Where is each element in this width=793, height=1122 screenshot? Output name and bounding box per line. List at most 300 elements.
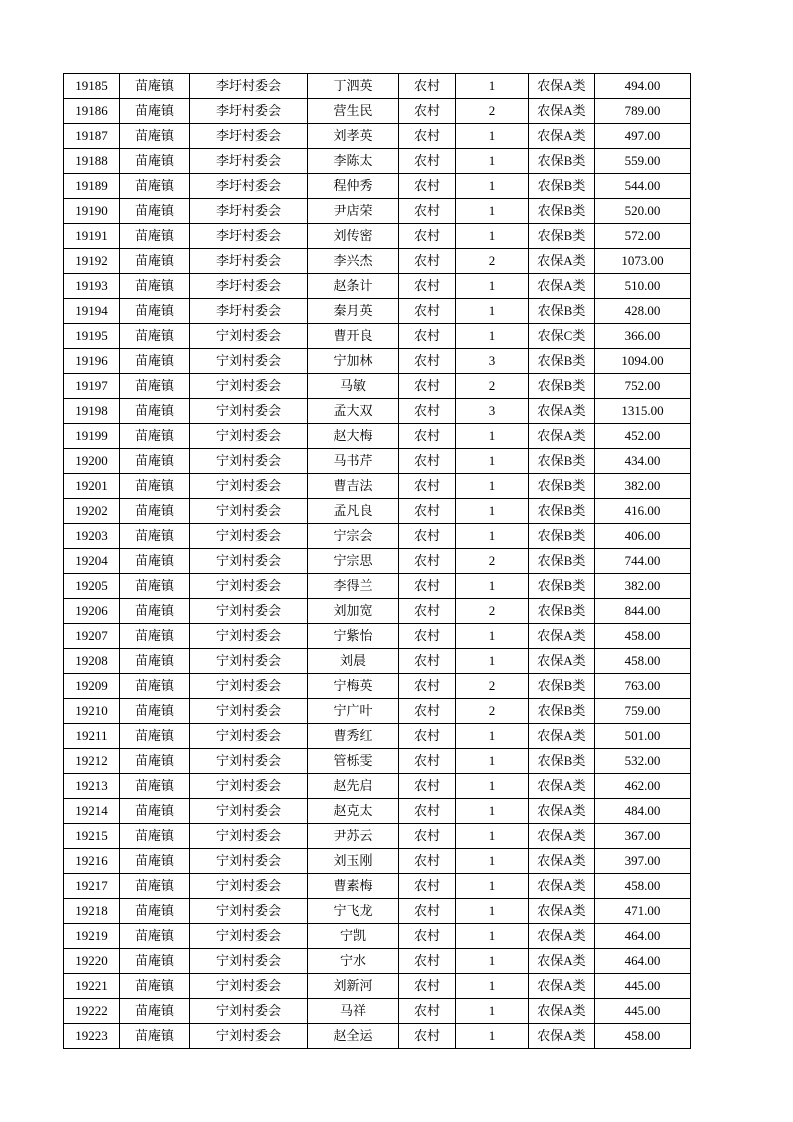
table-cell-town: 苗庵镇	[120, 474, 190, 499]
table-cell-village_committee: 宁刘村委会	[190, 999, 308, 1024]
table-cell-residence_type: 农村	[399, 399, 456, 424]
table-cell-insurance_category: 农保B类	[529, 524, 595, 549]
table-cell-residence_type: 农村	[399, 74, 456, 99]
table-cell-amount: 510.00	[595, 274, 691, 299]
table-cell-amount: 494.00	[595, 74, 691, 99]
table-cell-village_committee: 宁刘村委会	[190, 399, 308, 424]
table-cell-id: 19216	[64, 849, 120, 874]
table-cell-id: 19197	[64, 374, 120, 399]
table-cell-village_committee: 宁刘村委会	[190, 449, 308, 474]
table-cell-name: 宁飞龙	[308, 899, 399, 924]
table-cell-residence_type: 农村	[399, 699, 456, 724]
table-cell-insurance_category: 农保A类	[529, 249, 595, 274]
table-cell-person_count: 1	[456, 849, 529, 874]
table-cell-residence_type: 农村	[399, 849, 456, 874]
table-cell-insurance_category: 农保A类	[529, 724, 595, 749]
table-cell-residence_type: 农村	[399, 824, 456, 849]
table-cell-amount: 844.00	[595, 599, 691, 624]
table-cell-id: 19208	[64, 649, 120, 674]
table-cell-name: 马书芹	[308, 449, 399, 474]
table-cell-residence_type: 农村	[399, 224, 456, 249]
table-cell-amount: 462.00	[595, 774, 691, 799]
table-cell-village_committee: 宁刘村委会	[190, 699, 308, 724]
table-cell-person_count: 1	[456, 324, 529, 349]
table-cell-insurance_category: 农保A类	[529, 424, 595, 449]
table-cell-town: 苗庵镇	[120, 624, 190, 649]
table-cell-town: 苗庵镇	[120, 449, 190, 474]
table-cell-person_count: 2	[456, 99, 529, 124]
table-cell-person_count: 1	[456, 949, 529, 974]
table-cell-amount: 744.00	[595, 549, 691, 574]
table-cell-name: 宁宗思	[308, 549, 399, 574]
table-cell-town: 苗庵镇	[120, 924, 190, 949]
table-cell-village_committee: 宁刘村委会	[190, 374, 308, 399]
table-cell-residence_type: 农村	[399, 999, 456, 1024]
table-cell-name: 程仲秀	[308, 174, 399, 199]
table-cell-town: 苗庵镇	[120, 649, 190, 674]
table-cell-amount: 501.00	[595, 724, 691, 749]
table-cell-id: 19212	[64, 749, 120, 774]
table-cell-amount: 497.00	[595, 124, 691, 149]
table-cell-insurance_category: 农保A类	[529, 124, 595, 149]
table-cell-id: 19201	[64, 474, 120, 499]
table-cell-insurance_category: 农保B类	[529, 449, 595, 474]
table-cell-person_count: 1	[456, 999, 529, 1024]
table-cell-person_count: 3	[456, 399, 529, 424]
table-cell-insurance_category: 农保A类	[529, 74, 595, 99]
table-cell-insurance_category: 农保A类	[529, 399, 595, 424]
table-cell-name: 赵大梅	[308, 424, 399, 449]
table-cell-name: 秦月英	[308, 299, 399, 324]
table-cell-id: 19207	[64, 624, 120, 649]
table-row	[64, 324, 691, 349]
table-cell-person_count: 1	[456, 624, 529, 649]
table-row	[64, 649, 691, 674]
table-cell-name: 宁紫怡	[308, 624, 399, 649]
table-cell-name: 刘玉刚	[308, 849, 399, 874]
table-cell-amount: 367.00	[595, 824, 691, 849]
table-cell-town: 苗庵镇	[120, 724, 190, 749]
table-cell-amount: 1073.00	[595, 249, 691, 274]
table-cell-residence_type: 农村	[399, 474, 456, 499]
table-cell-id: 19200	[64, 449, 120, 474]
table-cell-id: 19203	[64, 524, 120, 549]
table-cell-name: 赵全运	[308, 1024, 399, 1049]
table-cell-town: 苗庵镇	[120, 574, 190, 599]
table-row	[64, 949, 691, 974]
table-cell-amount: 544.00	[595, 174, 691, 199]
table-cell-town: 苗庵镇	[120, 499, 190, 524]
table-cell-name: 管栎雯	[308, 749, 399, 774]
table-cell-insurance_category: 农保A类	[529, 624, 595, 649]
table-cell-name: 孟凡良	[308, 499, 399, 524]
table-cell-person_count: 1	[456, 74, 529, 99]
table-cell-person_count: 1	[456, 174, 529, 199]
table-cell-village_committee: 宁刘村委会	[190, 1024, 308, 1049]
table-cell-insurance_category: 农保B类	[529, 674, 595, 699]
table-cell-name: 宁加林	[308, 349, 399, 374]
table-row	[64, 1024, 691, 1049]
table-cell-amount: 789.00	[595, 99, 691, 124]
table-cell-insurance_category: 农保A类	[529, 999, 595, 1024]
table-cell-town: 苗庵镇	[120, 399, 190, 424]
table-cell-person_count: 2	[456, 374, 529, 399]
table-cell-amount: 572.00	[595, 224, 691, 249]
table-cell-amount: 1315.00	[595, 399, 691, 424]
table-cell-village_committee: 宁刘村委会	[190, 749, 308, 774]
table-cell-id: 19213	[64, 774, 120, 799]
table-cell-insurance_category: 农保B类	[529, 374, 595, 399]
table-row	[64, 524, 691, 549]
table-cell-village_committee: 宁刘村委会	[190, 824, 308, 849]
table-cell-residence_type: 农村	[399, 799, 456, 824]
table-cell-amount: 759.00	[595, 699, 691, 724]
table-cell-village_committee: 宁刘村委会	[190, 624, 308, 649]
table-cell-insurance_category: 农保B类	[529, 574, 595, 599]
table-cell-town: 苗庵镇	[120, 299, 190, 324]
table-cell-person_count: 1	[456, 649, 529, 674]
table-row	[64, 624, 691, 649]
table-row	[64, 424, 691, 449]
table-row	[64, 499, 691, 524]
table-cell-insurance_category: 农保B类	[529, 199, 595, 224]
table-cell-town: 苗庵镇	[120, 599, 190, 624]
table-cell-residence_type: 农村	[399, 124, 456, 149]
table-cell-insurance_category: 农保B类	[529, 499, 595, 524]
table-cell-town: 苗庵镇	[120, 999, 190, 1024]
table-cell-person_count: 1	[456, 199, 529, 224]
table-cell-id: 19221	[64, 974, 120, 999]
table-cell-id: 19187	[64, 124, 120, 149]
table-cell-village_committee: 宁刘村委会	[190, 499, 308, 524]
table-row	[64, 74, 691, 99]
table-cell-town: 苗庵镇	[120, 699, 190, 724]
table-cell-town: 苗庵镇	[120, 124, 190, 149]
table-cell-person_count: 1	[456, 474, 529, 499]
table-cell-amount: 763.00	[595, 674, 691, 699]
table-row	[64, 824, 691, 849]
table-cell-residence_type: 农村	[399, 899, 456, 924]
table-cell-amount: 458.00	[595, 649, 691, 674]
table-cell-town: 苗庵镇	[120, 749, 190, 774]
table-cell-name: 李得兰	[308, 574, 399, 599]
table-cell-insurance_category: 农保A类	[529, 899, 595, 924]
table-cell-village_committee: 宁刘村委会	[190, 849, 308, 874]
table-cell-person_count: 1	[456, 774, 529, 799]
table-cell-name: 宁广叶	[308, 699, 399, 724]
table-cell-person_count: 1	[456, 574, 529, 599]
table-cell-village_committee: 宁刘村委会	[190, 974, 308, 999]
table-cell-village_committee: 宁刘村委会	[190, 899, 308, 924]
table-cell-town: 苗庵镇	[120, 349, 190, 374]
table-cell-id: 19196	[64, 349, 120, 374]
table-row	[64, 299, 691, 324]
table-cell-residence_type: 农村	[399, 99, 456, 124]
table-cell-id: 19195	[64, 324, 120, 349]
table-cell-town: 苗庵镇	[120, 824, 190, 849]
table-cell-id: 19217	[64, 874, 120, 899]
table-cell-insurance_category: 农保B类	[529, 599, 595, 624]
table-cell-village_committee: 李圩村委会	[190, 99, 308, 124]
table-cell-insurance_category: 农保A类	[529, 949, 595, 974]
table-cell-person_count: 1	[456, 874, 529, 899]
table-cell-village_committee: 宁刘村委会	[190, 874, 308, 899]
table-cell-insurance_category: 农保A类	[529, 99, 595, 124]
table-cell-town: 苗庵镇	[120, 799, 190, 824]
table-cell-amount: 520.00	[595, 199, 691, 224]
table-cell-town: 苗庵镇	[120, 274, 190, 299]
table-row	[64, 924, 691, 949]
table-row	[64, 599, 691, 624]
table-cell-town: 苗庵镇	[120, 199, 190, 224]
table-cell-id: 19222	[64, 999, 120, 1024]
table-cell-person_count: 1	[456, 899, 529, 924]
table-cell-residence_type: 农村	[399, 374, 456, 399]
table-cell-name: 孟大双	[308, 399, 399, 424]
table-cell-person_count: 1	[456, 1024, 529, 1049]
table-cell-insurance_category: 农保A类	[529, 649, 595, 674]
table-cell-village_committee: 宁刘村委会	[190, 949, 308, 974]
table-cell-id: 19192	[64, 249, 120, 274]
table-cell-id: 19219	[64, 924, 120, 949]
table-cell-id: 19193	[64, 274, 120, 299]
table-row	[64, 799, 691, 824]
table-cell-name: 曹开良	[308, 324, 399, 349]
table-cell-id: 19188	[64, 149, 120, 174]
table-cell-village_committee: 宁刘村委会	[190, 349, 308, 374]
table-cell-person_count: 1	[456, 499, 529, 524]
table-cell-village_committee: 李圩村委会	[190, 299, 308, 324]
table-cell-name: 刘孝英	[308, 124, 399, 149]
table-cell-village_committee: 宁刘村委会	[190, 549, 308, 574]
table-cell-amount: 416.00	[595, 499, 691, 524]
table-cell-residence_type: 农村	[399, 499, 456, 524]
table-cell-name: 丁泗英	[308, 74, 399, 99]
table-cell-person_count: 1	[456, 824, 529, 849]
table-cell-village_committee: 宁刘村委会	[190, 599, 308, 624]
table-row	[64, 449, 691, 474]
table-cell-village_committee: 李圩村委会	[190, 274, 308, 299]
table-cell-amount: 397.00	[595, 849, 691, 874]
table-cell-residence_type: 农村	[399, 599, 456, 624]
table-cell-village_committee: 李圩村委会	[190, 249, 308, 274]
table-row	[64, 974, 691, 999]
table-cell-amount: 458.00	[595, 1024, 691, 1049]
table-cell-name: 宁水	[308, 949, 399, 974]
table-row	[64, 774, 691, 799]
table-cell-residence_type: 农村	[399, 1024, 456, 1049]
table-cell-name: 曹秀红	[308, 724, 399, 749]
table-cell-amount: 532.00	[595, 749, 691, 774]
table-cell-town: 苗庵镇	[120, 974, 190, 999]
table-row	[64, 549, 691, 574]
table-row	[64, 674, 691, 699]
table-cell-village_committee: 宁刘村委会	[190, 799, 308, 824]
table-cell-id: 19215	[64, 824, 120, 849]
table-cell-residence_type: 农村	[399, 249, 456, 274]
table-cell-amount: 559.00	[595, 149, 691, 174]
table-cell-residence_type: 农村	[399, 549, 456, 574]
table-cell-amount: 382.00	[595, 474, 691, 499]
table-row	[64, 349, 691, 374]
table-cell-name: 马祥	[308, 999, 399, 1024]
table-cell-insurance_category: 农保A类	[529, 874, 595, 899]
table-cell-village_committee: 李圩村委会	[190, 224, 308, 249]
table-cell-insurance_category: 农保A类	[529, 799, 595, 824]
table-cell-amount: 445.00	[595, 999, 691, 1024]
table-cell-village_committee: 宁刘村委会	[190, 524, 308, 549]
table-cell-village_committee: 宁刘村委会	[190, 724, 308, 749]
table-cell-village_committee: 李圩村委会	[190, 149, 308, 174]
table-cell-town: 苗庵镇	[120, 374, 190, 399]
table-cell-person_count: 1	[456, 924, 529, 949]
table-cell-amount: 458.00	[595, 874, 691, 899]
table-cell-name: 李陈太	[308, 149, 399, 174]
table-cell-id: 19186	[64, 99, 120, 124]
table-cell-residence_type: 农村	[399, 674, 456, 699]
table-cell-person_count: 1	[456, 974, 529, 999]
table-row	[64, 699, 691, 724]
table-cell-town: 苗庵镇	[120, 849, 190, 874]
table-cell-id: 19190	[64, 199, 120, 224]
table-row	[64, 99, 691, 124]
table-cell-insurance_category: 农保A类	[529, 849, 595, 874]
table-cell-amount: 406.00	[595, 524, 691, 549]
table-cell-id: 19223	[64, 1024, 120, 1049]
table-cell-residence_type: 农村	[399, 574, 456, 599]
table-cell-amount: 1094.00	[595, 349, 691, 374]
table-cell-person_count: 1	[456, 524, 529, 549]
table-cell-amount: 452.00	[595, 424, 691, 449]
table-cell-residence_type: 农村	[399, 949, 456, 974]
table-cell-name: 马敏	[308, 374, 399, 399]
table-cell-name: 赵克太	[308, 799, 399, 824]
table-cell-residence_type: 农村	[399, 174, 456, 199]
table-cell-village_committee: 李圩村委会	[190, 174, 308, 199]
table-cell-town: 苗庵镇	[120, 674, 190, 699]
table-row	[64, 474, 691, 499]
table-cell-residence_type: 农村	[399, 199, 456, 224]
table-cell-id: 19209	[64, 674, 120, 699]
table-cell-person_count: 2	[456, 699, 529, 724]
table-cell-id: 19218	[64, 899, 120, 924]
table-cell-residence_type: 农村	[399, 449, 456, 474]
table-row	[64, 274, 691, 299]
table-cell-amount: 458.00	[595, 624, 691, 649]
table-cell-person_count: 1	[456, 149, 529, 174]
table-row	[64, 249, 691, 274]
table-cell-amount: 366.00	[595, 324, 691, 349]
table-cell-village_committee: 李圩村委会	[190, 199, 308, 224]
table-cell-insurance_category: 农保A类	[529, 974, 595, 999]
table-cell-village_committee: 宁刘村委会	[190, 924, 308, 949]
table-cell-amount: 434.00	[595, 449, 691, 474]
table-cell-residence_type: 农村	[399, 424, 456, 449]
table-row	[64, 724, 691, 749]
table-cell-person_count: 1	[456, 299, 529, 324]
table-cell-id: 19199	[64, 424, 120, 449]
table-cell-name: 刘传密	[308, 224, 399, 249]
table-cell-residence_type: 农村	[399, 724, 456, 749]
table-cell-town: 苗庵镇	[120, 324, 190, 349]
table-cell-town: 苗庵镇	[120, 524, 190, 549]
table-cell-amount: 464.00	[595, 949, 691, 974]
table-cell-town: 苗庵镇	[120, 899, 190, 924]
table-cell-residence_type: 农村	[399, 149, 456, 174]
table-row	[64, 849, 691, 874]
table-cell-insurance_category: 农保A类	[529, 274, 595, 299]
table-cell-town: 苗庵镇	[120, 424, 190, 449]
table-cell-name: 曹吉法	[308, 474, 399, 499]
table-cell-village_committee: 宁刘村委会	[190, 424, 308, 449]
table-cell-town: 苗庵镇	[120, 74, 190, 99]
table-cell-person_count: 2	[456, 674, 529, 699]
table-row	[64, 174, 691, 199]
table-cell-village_committee: 李圩村委会	[190, 124, 308, 149]
table-cell-amount: 445.00	[595, 974, 691, 999]
table-cell-village_committee: 宁刘村委会	[190, 324, 308, 349]
table-cell-id: 19185	[64, 74, 120, 99]
table-cell-name: 宁梅英	[308, 674, 399, 699]
table-cell-person_count: 1	[456, 224, 529, 249]
table-row	[64, 999, 691, 1024]
table-cell-person_count: 1	[456, 124, 529, 149]
table-cell-id: 19198	[64, 399, 120, 424]
table-row	[64, 149, 691, 174]
table-cell-name: 尹苏云	[308, 824, 399, 849]
table-cell-person_count: 3	[456, 349, 529, 374]
table-cell-name: 刘晨	[308, 649, 399, 674]
table-cell-name: 宁宗会	[308, 524, 399, 549]
table-cell-insurance_category: 农保A类	[529, 924, 595, 949]
table-cell-person_count: 1	[456, 449, 529, 474]
table-cell-village_committee: 宁刘村委会	[190, 574, 308, 599]
table-cell-insurance_category: 农保B类	[529, 549, 595, 574]
table-cell-insurance_category: 农保A类	[529, 824, 595, 849]
table-cell-residence_type: 农村	[399, 524, 456, 549]
table-cell-town: 苗庵镇	[120, 874, 190, 899]
table-cell-name: 赵先启	[308, 774, 399, 799]
table-cell-insurance_category: 农保B类	[529, 699, 595, 724]
table-cell-town: 苗庵镇	[120, 99, 190, 124]
table-cell-name: 营生民	[308, 99, 399, 124]
table-cell-id: 19191	[64, 224, 120, 249]
table-cell-insurance_category: 农保B类	[529, 349, 595, 374]
table-cell-name: 宁凯	[308, 924, 399, 949]
table-cell-name: 刘新河	[308, 974, 399, 999]
table-cell-id: 19204	[64, 549, 120, 574]
table-cell-amount: 428.00	[595, 299, 691, 324]
table-cell-town: 苗庵镇	[120, 249, 190, 274]
table-cell-residence_type: 农村	[399, 349, 456, 374]
table-cell-village_committee: 李圩村委会	[190, 74, 308, 99]
table-cell-town: 苗庵镇	[120, 949, 190, 974]
table-cell-village_committee: 宁刘村委会	[190, 474, 308, 499]
table-cell-insurance_category: 农保B类	[529, 174, 595, 199]
table-cell-village_committee: 宁刘村委会	[190, 674, 308, 699]
table-cell-residence_type: 农村	[399, 749, 456, 774]
table-cell-residence_type: 农村	[399, 324, 456, 349]
table-row	[64, 749, 691, 774]
table-cell-residence_type: 农村	[399, 874, 456, 899]
table-cell-residence_type: 农村	[399, 774, 456, 799]
table-cell-residence_type: 农村	[399, 299, 456, 324]
table-cell-name: 赵条计	[308, 274, 399, 299]
table-cell-insurance_category: 农保C类	[529, 324, 595, 349]
table-cell-id: 19205	[64, 574, 120, 599]
table-cell-name: 刘加宽	[308, 599, 399, 624]
table-cell-town: 苗庵镇	[120, 549, 190, 574]
